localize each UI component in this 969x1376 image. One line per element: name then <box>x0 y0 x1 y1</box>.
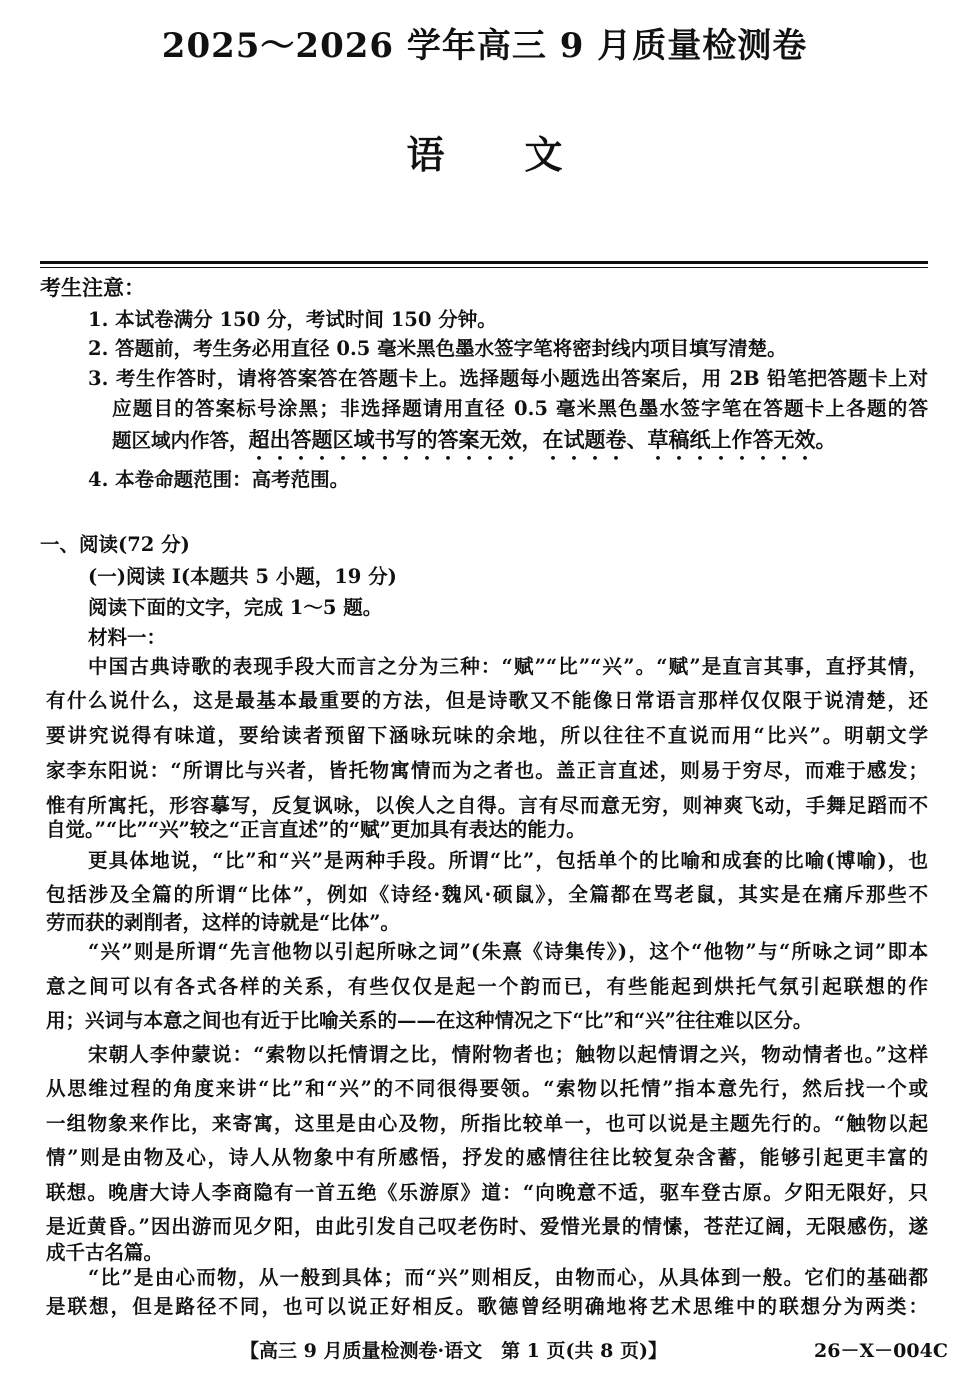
paragraph-line: 是近黄昏。”因出游而见夕阳，由此引发自己叹老伤时、爱惜光景的情愫，苍茫辽阔，无限感伤，遂 <box>46 1215 928 1238</box>
notice-item-2: 2. 答题前，考生务必用直径 0.5 毫米黑色墨水签字笔将密封线内项目填写清楚。 <box>88 337 787 360</box>
notice-item-3-line-3 <box>112 427 837 465</box>
paragraph-line: 用；兴词与本意之间也有近于比喻关系的——在这种情况之下“比”和“兴”往往难以区分。 <box>46 1009 813 1032</box>
paragraph-line: “兴”则是所谓“先言他物以引起所咏之词”(朱熹《诗集传》)，这个“他物”与“所咏之词”即本 <box>88 940 928 963</box>
paragraph-line: 意之间可以有各式各样的关系，有些仅仅是起一个韵而已，有些能起到烘托气氛引起联想的作 <box>46 975 928 998</box>
paragraph-line: 自觉。”“比”“兴”较之“正言直述”的“赋”更加具有表达的能力。 <box>46 818 586 841</box>
notice-heading: 考生注意： <box>40 276 145 300</box>
paragraph-line: “比”是由心而物，从一般到具体；而“兴”则相反，由物而心，从具体到一般。它们的基础都 <box>88 1266 928 1289</box>
paragraph-line: 家李东阳说：“所谓比与兴者，皆托物寓情而为之者也。盖正言直述，则易于穷尽，而难于感发； <box>46 759 928 782</box>
subject-title: 语文 <box>406 132 643 177</box>
header-divider <box>40 261 928 264</box>
notice-item-1: 1. 本试卷满分 150 分，考试时间 150 分钟。 <box>88 308 497 331</box>
paragraph-line: 一组物象来作比，来寄寓，这里是由心及物，所指比较单一，也可以说是主题先行的。“触物以起 <box>46 1112 928 1135</box>
paragraph-line: 要讲究说得有味道，要给读者预留下涵咏玩味的余地，所以往往不直说而用“比兴”。明朝文学 <box>46 724 928 747</box>
paragraph-line: 情”则是由物及心，诗人从物象中有所感悟，抒发的感情往往比较复杂含蓄，能够引起更丰富的 <box>46 1146 928 1169</box>
paragraph-line: 成千古名篇。 <box>46 1241 164 1264</box>
paragraph-line: 中国古典诗歌的表现手段大而言之分为三种：“赋”“比”“兴”。“赋”是直言其事，直抒其情， <box>88 655 928 678</box>
notice-item-3: 3. 考生作答时，请将答案答在答题卡上。选择题每小题选出答案后，用 2B 铅笔把答题卡上对 <box>88 367 928 390</box>
paragraph-line: 更具体地说，“比”和“兴”是两种手段。所谓“比”，包括单个的比喻和成套的比喻(博喻)，也 <box>88 849 928 872</box>
notice-item-3-line-2: 应题目的答案标号涂黑；非选择题请用直径 0.5 毫米黑色墨水签字笔在答题卡上各题的答 <box>112 397 928 420</box>
header-divider-thin <box>40 267 928 268</box>
paragraph-line: 惟有所寓托，形容摹写，反复讽咏，以俟人之自得。言有尽而意无穷，则神爽飞动，手舞足蹈而不 <box>46 794 928 817</box>
paragraph-line: 联想。晚唐大诗人李商隐有一首五绝《乐游原》道：“向晚意不适，驱车登古原。夕阳无限好，只 <box>46 1181 928 1204</box>
material-label: 材料一： <box>88 626 167 649</box>
paragraph-line: 是联想，但是路径不同，也可以说正好相反。歌德曾经明确地将艺术思维中的联想分为两类： <box>46 1295 928 1318</box>
notice-emphasis-text: 超出答题区域书写的答案无效，在试题卷、草稿纸上作答无效。 <box>248 428 837 452</box>
paragraph-line: 劳而获的剥削者，这样的诗就是“比体”。 <box>46 911 400 934</box>
page-footer: 【高三 9 月质量检测卷·语文 第 1 页(共 8 页)】 <box>240 1340 667 1362</box>
paragraph-line: 有什么说什么，这是最基本最重要的方法，但是诗歌又不能像日常语言那样仅仅限于说清楚，还 <box>46 689 928 712</box>
section-heading: 一、阅读(72 分) <box>40 533 190 556</box>
paragraph-line: 包括涉及全篇的所谓“比体”，例如《诗经·魏风·硕鼠》，全篇都在骂老鼠，其实是在痛斥那些不 <box>46 883 928 906</box>
paragraph-line: 宋朝人李仲蒙说：“索物以托情谓之比，情附物者也；触物以起情谓之兴，物动情者也。”这样 <box>88 1043 928 1066</box>
exam-title: 2025～2026 学年高三 9 月质量检测卷 <box>161 26 808 66</box>
section-instruction: 阅读下面的文字，完成 1～5 题。 <box>88 596 383 619</box>
section-subheading: (一)阅读 Ⅰ(本题共 5 小题，19 分) <box>88 565 397 588</box>
paper-code: 26－X－004C <box>814 1340 948 1362</box>
paragraph-line: 从思维过程的角度来讲“比”和“兴”的不同很得要领。“索物以托情”指本意先行，然后找一个或 <box>46 1077 928 1100</box>
notice-item-4: 4. 本卷命题范围：高考范围。 <box>88 468 350 491</box>
notice-item-3-text: 题区域内作答， <box>112 429 249 452</box>
